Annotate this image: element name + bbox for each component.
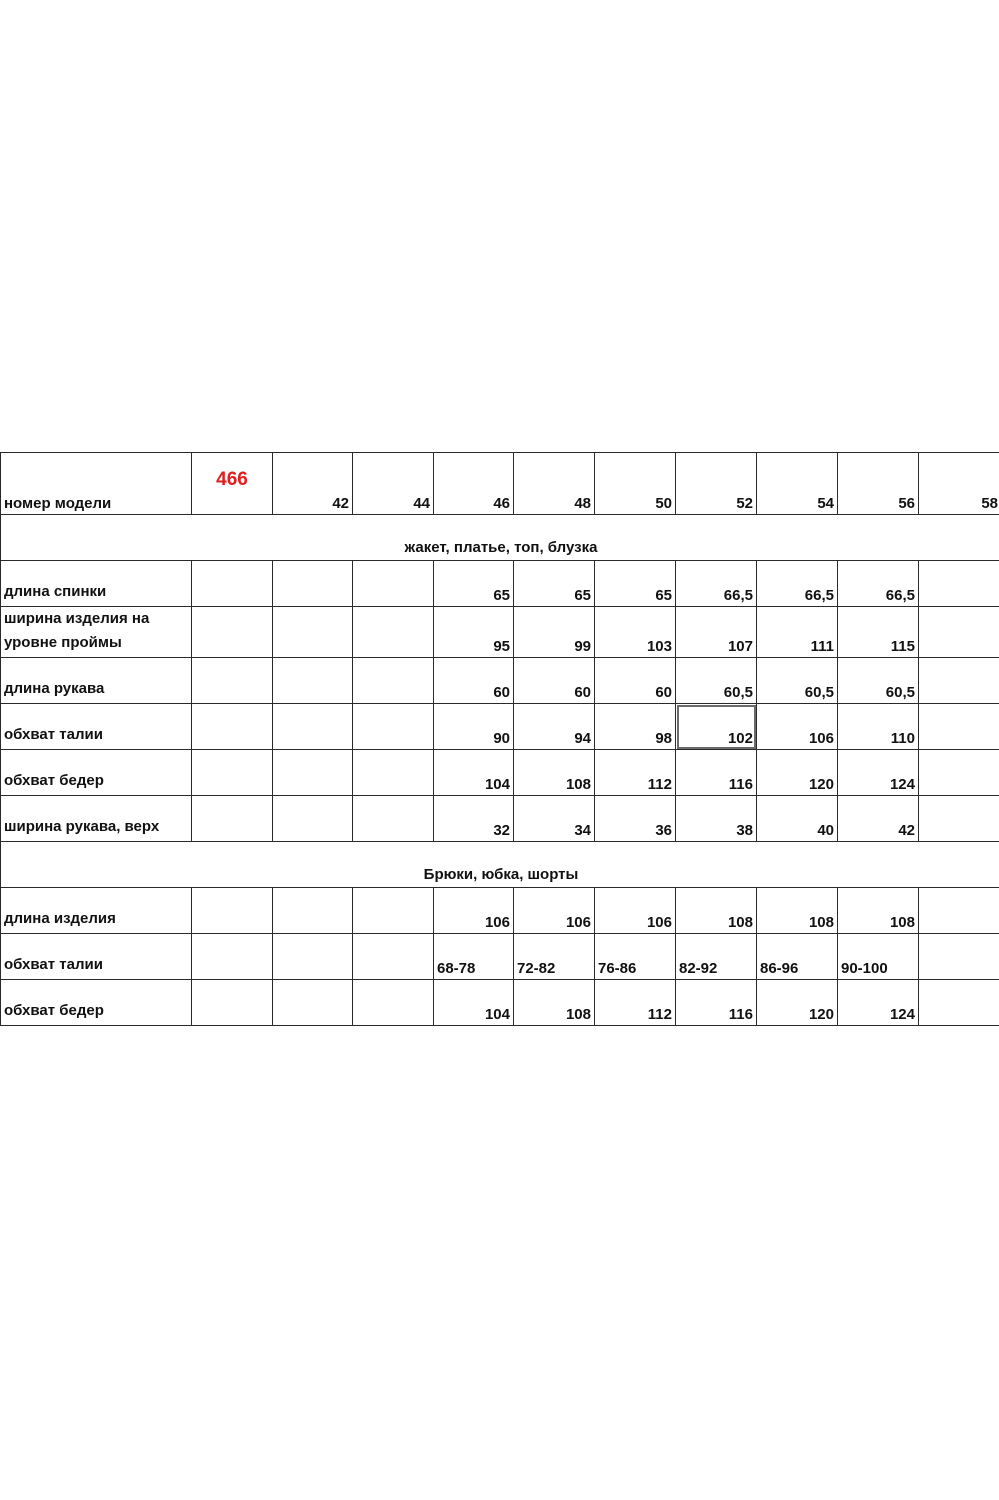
table-cell: 32 [434,796,514,842]
table-cell [353,750,434,796]
table-cell: 65 [434,561,514,607]
size-header-cell: 54 [757,453,838,515]
table-row [1,980,999,1026]
table-cell: 95 [434,607,514,658]
table-cell: 106 [595,888,676,934]
table-cell [919,658,999,704]
table-cell: 60 [514,658,595,704]
table-cell [192,607,273,658]
table-cell [192,888,273,934]
table-cell: 115 [838,607,919,658]
table-cell [192,796,273,842]
row-label: обхват бедер [1,750,192,796]
table-cell [273,607,353,658]
row-label: ширина рукава, верх [1,796,192,842]
table-cell: 107 [676,607,757,658]
size-chart-table [0,452,999,1026]
table-cell: 103 [595,607,676,658]
table-header-row [1,453,999,515]
table-cell: 108 [514,750,595,796]
table-cell [273,658,353,704]
table-cell: 106 [514,888,595,934]
table-row [1,934,999,980]
table-cell: 110 [838,704,919,750]
table-cell: 124 [838,980,919,1026]
table-cell [353,980,434,1026]
table-cell [353,888,434,934]
table-cell [353,561,434,607]
size-header-cell: 48 [514,453,595,515]
table-cell: 66,5 [838,561,919,607]
table-cell: 82-92 [676,934,757,980]
table-cell: 65 [514,561,595,607]
table-cell: 34 [514,796,595,842]
table-cell: 90-100 [838,934,919,980]
table-cell [273,888,353,934]
table-cell: 98 [595,704,676,750]
table-cell: 94 [514,704,595,750]
model-number-label: номер модели [1,453,192,515]
table-row [1,607,999,658]
table-cell: 111 [757,607,838,658]
row-label: обхват талии [1,704,192,750]
table-cell: 104 [434,750,514,796]
table-cell: 42 [838,796,919,842]
table-cell: 120 [757,980,838,1026]
table-cell: 60,5 [676,658,757,704]
table-cell: 116 [676,750,757,796]
size-header-cell: 46 [434,453,514,515]
table-cell: 36 [595,796,676,842]
table-cell: 40 [757,796,838,842]
table-cell [273,934,353,980]
table-cell [353,607,434,658]
size-header-cell: 52 [676,453,757,515]
table-row [1,888,999,934]
table-cell [192,704,273,750]
section-title-bottoms: Брюки, юбка, шорты [1,842,999,888]
table-cell [273,704,353,750]
size-header-cell: 44 [353,453,434,515]
table-cell: 60,5 [838,658,919,704]
table-cell: 68-78 [434,934,514,980]
size-header-cell: 50 [595,453,676,515]
row-label: длина изделия [1,888,192,934]
table-cell: 104 [434,980,514,1026]
table-row [1,658,999,704]
table-cell: 86-96 [757,934,838,980]
table-cell: 106 [757,704,838,750]
table-cell [273,980,353,1026]
table-cell [919,796,999,842]
selected-cell[interactable]: 102 [676,704,757,750]
table-cell [192,980,273,1026]
table-cell [273,561,353,607]
table-cell [353,934,434,980]
table-cell [273,796,353,842]
table-row [1,796,999,842]
table-cell [919,607,999,658]
table-row [1,561,999,607]
table-cell: 76-86 [595,934,676,980]
row-label: длина рукава [1,658,192,704]
table-cell [919,750,999,796]
size-header-cell: 58 [919,453,999,515]
row-label: длина спинки [1,561,192,607]
table-cell: 65 [595,561,676,607]
table-cell: 112 [595,980,676,1026]
table-row [1,704,999,750]
table-cell [919,561,999,607]
section-title-row [1,515,999,561]
model-number-value: 466 [192,453,273,515]
row-label: обхват талии [1,934,192,980]
table-cell [192,750,273,796]
table-cell: 60,5 [757,658,838,704]
table-cell [273,750,353,796]
table-cell [192,658,273,704]
size-header-cell: 42 [273,453,353,515]
table-cell: 60 [595,658,676,704]
table-cell [353,658,434,704]
table-cell [192,561,273,607]
table-cell: 108 [838,888,919,934]
section-title-tops: жакет, платье, топ, блузка [1,515,999,561]
table-cell: 106 [434,888,514,934]
table-cell: 108 [757,888,838,934]
table-cell [919,934,999,980]
table-cell: 90 [434,704,514,750]
table-cell: 124 [838,750,919,796]
table-cell [192,934,273,980]
table-cell: 72-82 [514,934,595,980]
table-cell: 38 [676,796,757,842]
table-cell: 112 [595,750,676,796]
table-cell: 120 [757,750,838,796]
size-header-cell: 56 [838,453,919,515]
table-row [1,750,999,796]
row-label: ширина изделия на уровне проймы [1,607,192,658]
table-cell: 108 [514,980,595,1026]
table-cell [353,796,434,842]
table-cell [919,888,999,934]
table-cell: 116 [676,980,757,1026]
table-cell: 66,5 [676,561,757,607]
section-title-row [1,842,999,888]
table-cell: 99 [514,607,595,658]
row-label: обхват бедер [1,980,192,1026]
table-cell: 60 [434,658,514,704]
table-cell: 108 [676,888,757,934]
table-cell: 66,5 [757,561,838,607]
table-cell [919,980,999,1026]
table-cell [353,704,434,750]
table-cell [919,704,999,750]
